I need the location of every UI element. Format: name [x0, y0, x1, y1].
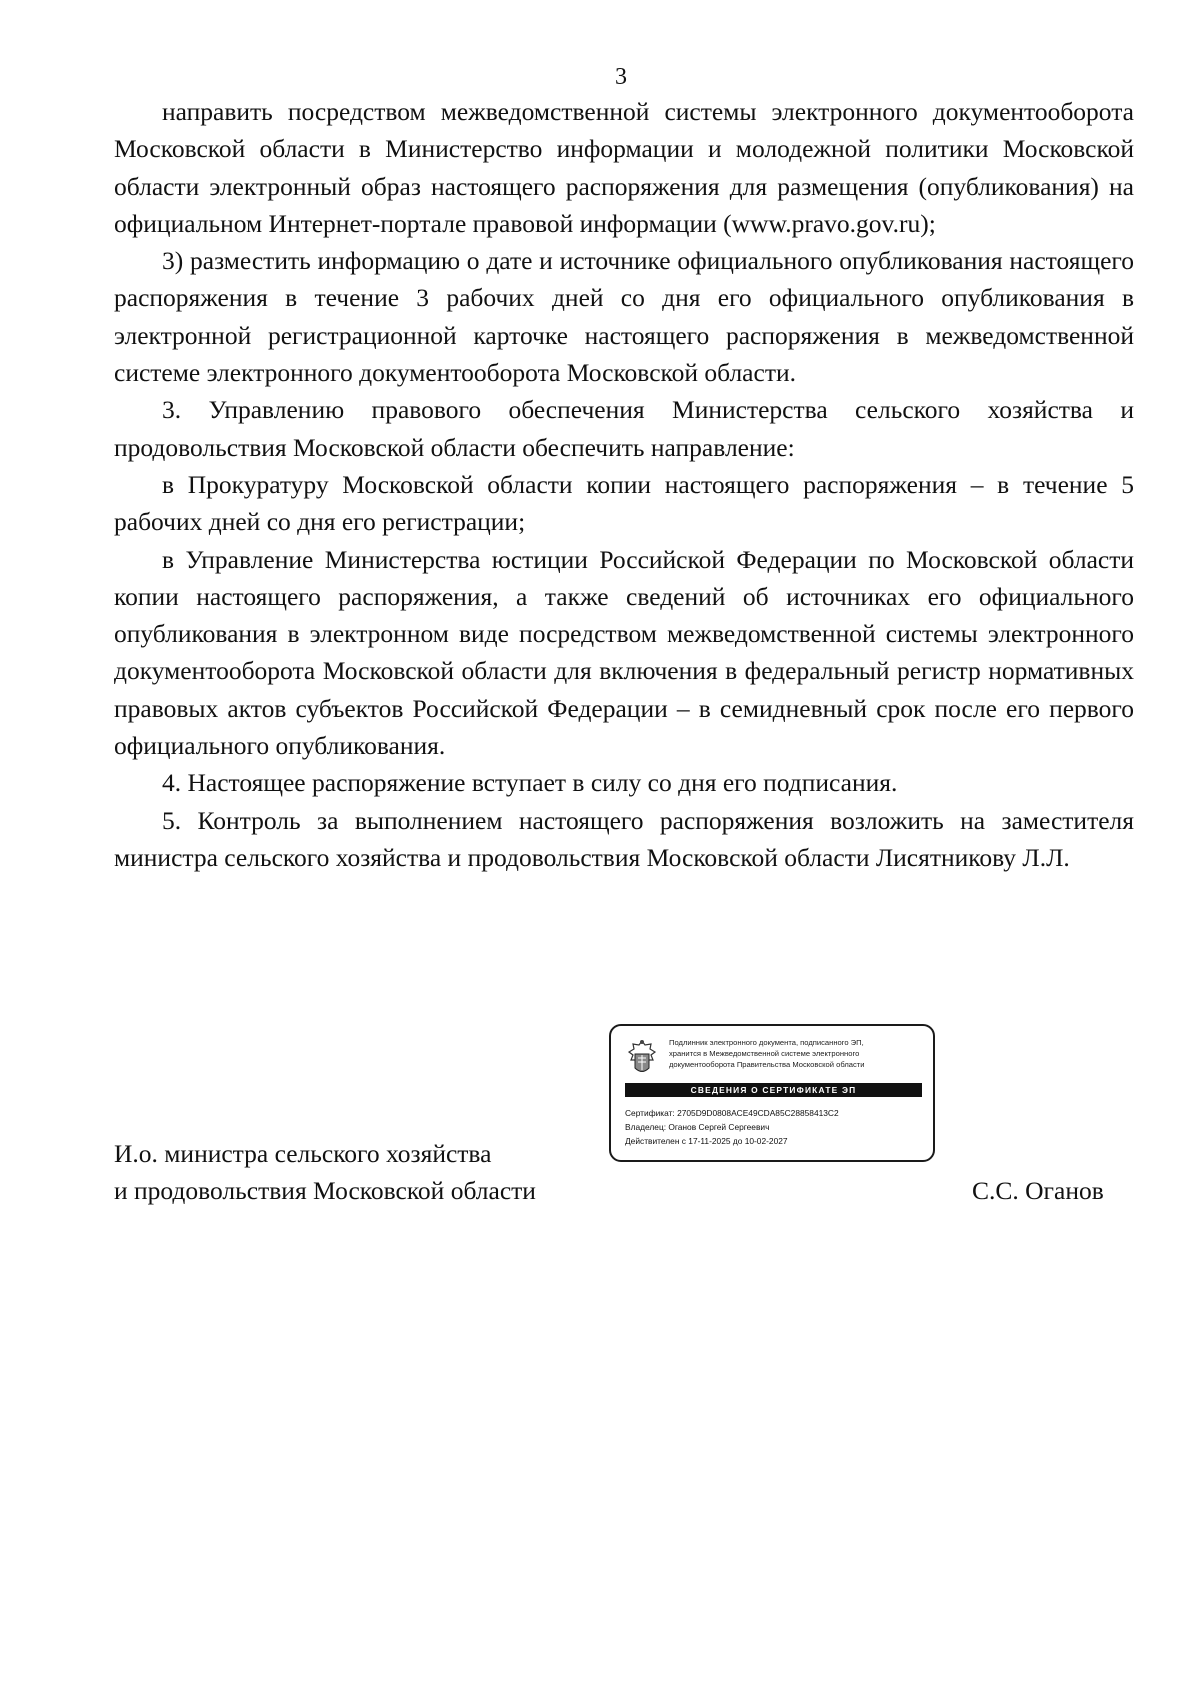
certificate-validity: Действителен с 17-11-2025 до 10-02-2027	[625, 1135, 788, 1146]
paragraph: в Управление Министерства юстиции Российской Федерации по Московской области копии настоящего распоряжения, а также сведений об источниках его официального опубликования в электронном виде посредством межведомственной системы электронного документооборота Московской области для включения в федеральный регистр нормативных правовых актов субъектов Российской Федерации – в семидневный срок после его первого официального опубликования.	[114, 544, 1134, 761]
paragraph: направить посредством межведомственной системы электронного документооборота Московской области в Министерство информации и молодежной политики Московской области электронный образ настоящего распоряжения для размещения (опубликования) на официальном Интернет-портале правовой информации (www.pravo.gov.ru);	[114, 97, 1134, 238]
paragraph: 3) разместить информацию о дате и источнике официального опубликования настоящего распоряжения в течение 3 рабочих дней со дня его официального опубликования в электронной регистрационной карточке настоящего распоряжения в межведомственной системе электронного документооборота Московской области.	[114, 246, 1134, 388]
page-number: 3	[615, 64, 627, 90]
paragraph: 3. Управлению правового обеспечения Министерства сельского хозяйства и продовольствия Московской области обеспечить направление:	[114, 395, 1134, 462]
stamp-header-line: хранится в Межведомственной системе электронного	[669, 1048, 860, 1058]
coat-of-arms-icon	[625, 1038, 659, 1078]
paragraph: 4. Настоящее распоряжение вступает в силу со дня его подписания.	[162, 768, 898, 798]
certificate-owner: Владелец: Оганов Сергей Сергеевич	[625, 1121, 770, 1132]
signatory-title-line: И.о. министра сельского хозяйства	[114, 1139, 492, 1168]
stamp-header-line: Подлинник электронного документа, подписанного ЭП,	[669, 1038, 864, 1047]
signatory-title-line: и продовольствия Московской области	[114, 1176, 536, 1206]
stamp-header-line: документооборота Правительства Московской области	[669, 1059, 865, 1069]
certificate-details	[625, 1107, 925, 1148]
certificate-number: Сертификат: 2705D9D0808ACE49CDA85C28858413C2	[625, 1108, 839, 1118]
certificate-info-bar: СВЕДЕНИЯ О СЕРТИФИКАТЕ ЭП	[625, 1083, 922, 1097]
document-body	[114, 93, 1134, 876]
signatory-name: С.С. Оганов	[972, 1176, 1104, 1205]
stamp-header	[669, 1038, 931, 1070]
signatory-title	[114, 1135, 536, 1210]
electronic-signature-stamp	[609, 1024, 935, 1162]
paragraph: в Прокуратуру Московской области копии настоящего распоряжения – в течение 5 рабочих дней со дня его регистрации;	[114, 469, 1134, 537]
paragraph: 5. Контроль за выполнением настоящего распоряжения возложить на заместителя министра сельского хозяйства и продовольствия Московской области Лисятникову Л.Л.	[114, 805, 1134, 872]
